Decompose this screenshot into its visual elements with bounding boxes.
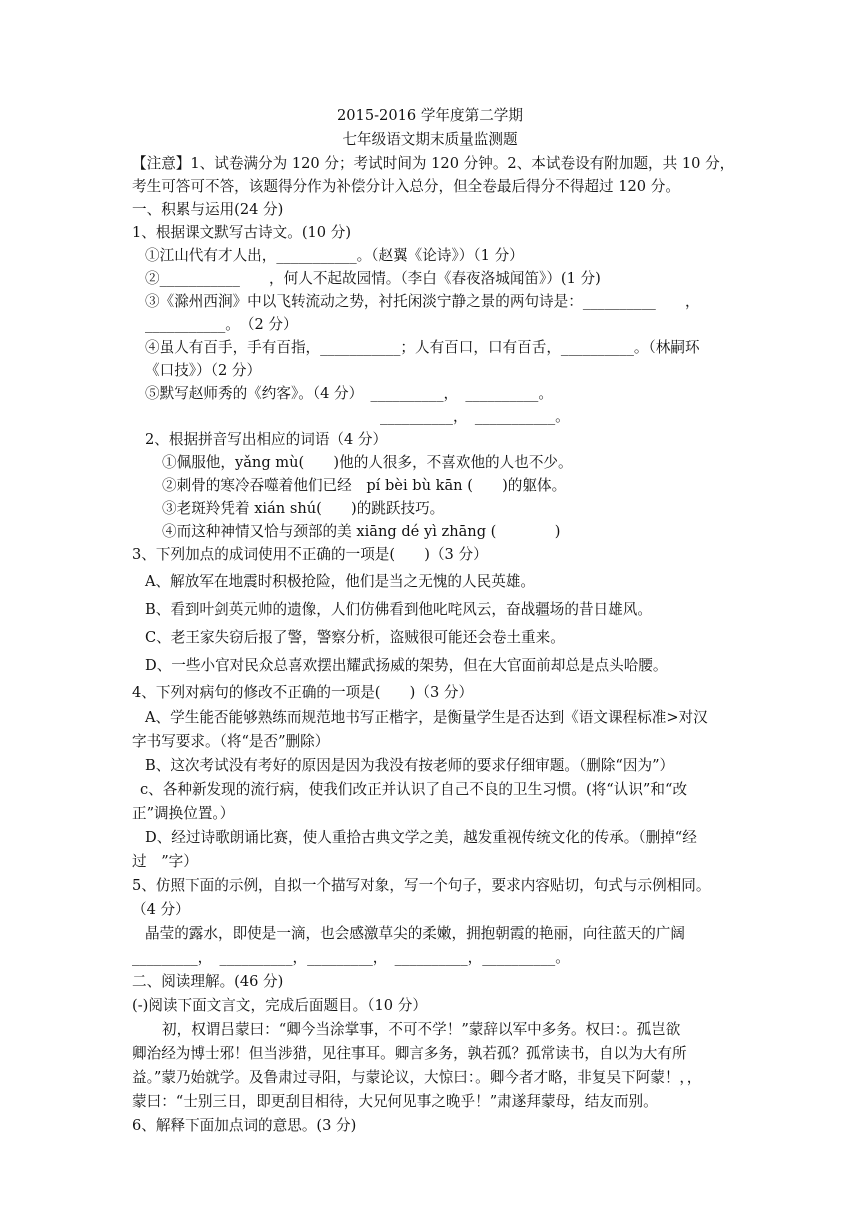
question-line: c、各种新发现的流行病，使我们改正并认识了自己不良的卫生习惯。(将“认识”和“改 bbox=[140, 781, 688, 798]
question-line: ___________。 （2 分） bbox=[145, 316, 298, 333]
question-line: __________， ___________。 bbox=[380, 408, 570, 425]
option-b: B、看到叶剑英元帅的遗像，人们仿佛看到他叱咤风云，奋战疆场的昔日雄风。 bbox=[145, 601, 652, 618]
example-sentence: 晶莹的露水，即使是一滴，也会感激草尖的柔嫩，拥抱朝霞的艳丽，向往蓝天的广阔 bbox=[145, 925, 685, 942]
passage-line: 益。”蒙乃始就学。及鲁肃过寻阳，与蒙论议，大惊曰：。卿今者才略，非复吴下阿蒙！，， bbox=[132, 1069, 702, 1086]
question-line: 字书写要求。（将“是否”删除） bbox=[132, 733, 330, 750]
passage-line: 卿治经为博士邪！但当涉猎，见往事耳。卿言多务，孰若孤？孤常读书，自以为大有所 bbox=[132, 1045, 687, 1062]
question-item: ④而这种神情又恰与颈部的美 xiāng dé yì zhāng ( ) bbox=[162, 523, 561, 540]
question-title: (-)阅读下面文言文，完成后面题目。（10 分） bbox=[132, 997, 427, 1014]
question-item: ①佩服他，yǎng mù( )他的人很多，不喜欢他的人也不少。 bbox=[162, 454, 573, 471]
question-line: B、这次考试没有考好的原因是因为我没有按老师的要求仔细审题。（删除“因为”） bbox=[145, 757, 675, 774]
question-line: 正”调换位置。） bbox=[132, 805, 235, 822]
question-title: 6、解释下面加点词的意思。(3 分) bbox=[132, 1117, 357, 1134]
question-item: ③老斑羚凭着 xián shú( )的跳跃技巧。 bbox=[162, 500, 445, 517]
question-title: 2、根据拼音写出相应的词语（4 分） bbox=[145, 431, 388, 448]
question-line: 《口技》）（2 分） bbox=[145, 362, 262, 379]
notice-line: 【注意】1、试卷满分为 120 分；考试时间为 120 分钟。2、本试卷设有附加题，共 10 分， bbox=[132, 155, 735, 172]
question-title: 4、下列对病句的修改不正确的一项是( )（3 分） bbox=[132, 684, 474, 701]
notice-line: 考生可答可不答，该题得分作为补偿分计入总分，但全卷最后得分不得超过 120 分。 bbox=[132, 178, 680, 195]
exam-title: 七年级语文期末质量监测题 bbox=[342, 131, 518, 148]
question-title: 1、根据课文默写古诗文。(10 分) bbox=[132, 224, 352, 241]
option-d: D、一些小官对民众总喜欢摆出耀武扬威的架势，但在大官面前却总是点头哈腰。 bbox=[145, 657, 668, 674]
answer-blanks: _________， __________，_________， __________，__________。 bbox=[132, 949, 570, 966]
question-line: 5、仿照下面的示例，自拟一个描写对象，写一个句子，要求内容贴切，句式与示例相同。 bbox=[132, 877, 711, 894]
question-line: ⑤默写赵师秀的《约客》。（4 分） __________， __________。 bbox=[145, 385, 553, 402]
exam-term: 2015-2016 学年度第二学期 bbox=[336, 107, 523, 124]
question-line: ③《滁州西涧》中以飞转流动之势，衬托闲淡宁静之景的两句诗是：__________ ， bbox=[145, 293, 700, 310]
question-line: A、学生能否能够熟练而规范地书写正楷字，是衡量学生是否达到《语文课程标准>对汉 bbox=[145, 709, 708, 726]
question-line: D、经过诗歌朗诵比赛，使人重拾古典文学之美，越发重视传统文化的传承。（删掉“经 bbox=[145, 829, 697, 846]
option-a: A、解放军在地震时积极抢险，他们是当之无愧的人民英雄。 bbox=[145, 573, 535, 590]
passage-line: 初，权谓吕蒙曰：“卿今当涂掌事，不可不学！”蒙辞以军中多务。权曰：。孤岂欲 bbox=[162, 1021, 681, 1038]
passage-line: 蒙曰：“士别三日，即更刮目相待，大兄何见事之晚乎！”肃遂拜蒙母，结友而别。 bbox=[132, 1093, 658, 1110]
question-line: 过 ”字） bbox=[132, 853, 198, 870]
section-heading: 一、积累与运用(24 分) bbox=[132, 201, 284, 218]
question-line: ④虽人有百手，手有百指，___________；人有百口，口有百舌，__________。（林嗣环 bbox=[145, 339, 700, 356]
section-heading: 二、阅读理解。(46 分) bbox=[132, 973, 284, 990]
question-line: ①江山代有才人出，___________。（赵翼《论诗》）（1 分） bbox=[145, 247, 524, 264]
question-line: ②___________ ，何人不起故园情。（李白《春夜洛城闻笛》）(1 分) bbox=[145, 270, 601, 287]
question-item: ②刺骨的寒冷吞噬着他们已经 pí bèi bù kān ( )的躯体。 bbox=[162, 477, 567, 494]
option-c: C、老王家失窃后报了警，警察分析，盗贼很可能还会卷土重来。 bbox=[145, 629, 565, 646]
question-title: 3、下列加点的成词使用不正确的一项是( )（3 分） bbox=[132, 546, 488, 563]
question-line: （4 分） bbox=[132, 901, 190, 918]
